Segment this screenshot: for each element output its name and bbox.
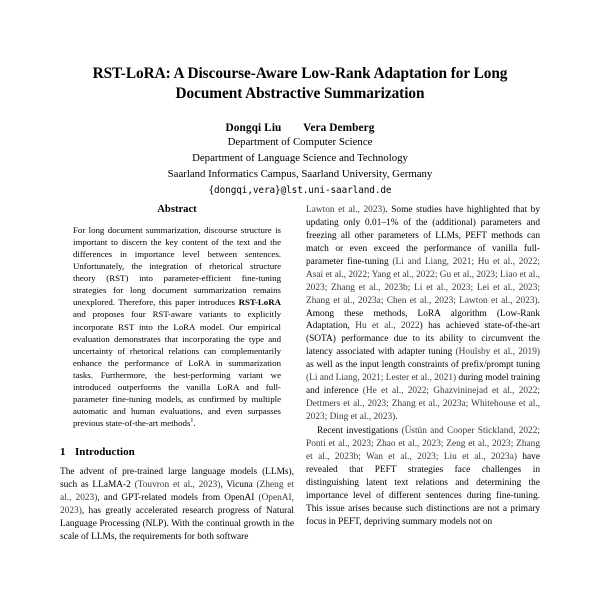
footnote-marker: 1 (190, 418, 194, 425)
two-column-body (60, 204, 540, 600)
title-block (60, 0, 540, 196)
recent-segment-1: Recent investigations (317, 425, 402, 436)
contact-email: {dongqi,vera}@lst.uni-saarland.de (208, 185, 392, 197)
affiliation-line-3: Saarland Informatics Campus, Saarland University, Germany (167, 167, 433, 180)
citation-lawton-lead[interactable]: Lawton et al., 2023) (306, 205, 386, 215)
page-title: RST-LoRA: A Discourse-Aware Low-Rank Adaptation for Long Document Abstractive Summarization (92, 65, 508, 103)
author-list (60, 122, 540, 134)
recent-segment-2: have revealed that PEFT strategies face challenges in distinguishing latent text relations and determining the importance level of different sentences during fine-tuning. This issue arises because such distinctions are not a primary focus in PEFT, depriving summary models not on (306, 451, 540, 527)
right-segment-4: as well as the input length constraints of prefix/prompt tuning (306, 360, 540, 371)
section-heading-introduction (60, 446, 294, 458)
citation-recent-group[interactable]: (Üstün and Cooper Stickland, 2022; Ponti et al., 2023; Zhao et al., 2023; Zeng et al., 2023; Zhang et al., 2023b; Wan et al., 2023; Liu et al., 2023a) (306, 425, 540, 462)
affiliation-line-1: Department of Computer Science (227, 135, 373, 148)
abstract-heading: Abstract (157, 204, 197, 215)
section-number: 1 (60, 446, 66, 459)
citation-inference-group[interactable]: (He et al., 2022; Ghazvininejad et al., 2022; Dettmers et al., 2023; Zhang et al., 2023a; Whitehouse et al., 2023; Ding et al., 2023) (306, 386, 540, 422)
citation-houlsby[interactable]: (Houlsby et al., 2019) (455, 347, 540, 358)
citation-peft-group-1[interactable]: (Li and Liang, 2021; Hu et al., 2022; Asai et al., 2022; Yang et al., 2022; Gu et al., 2023; Liao et al., 2023; Zhang et al., 2023b; Li et al., 2023; Lei et al., 2023; Zhang et al., 2023a; Chen et al., 2023; Lawton et al., 2023) (306, 256, 540, 306)
abstract-segment-1: For long document summarization, discourse structure is important to discern the key content of the text and the differences in importance level between sentences. Unfortunately, the integration of rhetorical structure theory (RST) into parameter-efficient fine-tuning strategies for long document summarization remains unexplored. Therefore, this paper introduces (73, 225, 281, 308)
right-segment-1: . Some studies have highlighted that by updating only 0.01–1% of the (additional) parameters and freezing all other parameters of LLMs, PEFT methods can match or even exceed the performance of vanilla full-parameter fine-tuning (306, 205, 540, 267)
intro-paragraph-1 (60, 466, 294, 544)
right-segment-3: ) has achieved state-of-the-art (SOTA) performance due to its ability to circumvent the latency associated with adapter tuning (306, 321, 540, 358)
section-title: Introduction (75, 446, 135, 459)
citation-openai[interactable]: (OpenAI, 2023) (60, 492, 294, 516)
abstract-segment-2: and proposes four RST-aware variants to explicitly incorporate RST into the LoRA model. Our empirical evaluation demonstrates that incorporating the type and uncertainty of rhetorical relations can complementarily enhance the performance of LoRA in summarization tasks. Furthermore, the best-performing variant we introduced outperforms the vanilla LoRA and full-parameter fine-tuning models, as confirmed by multiple automatic and human evaluations, and even surpasses previous state-of-the-art methods (73, 309, 281, 428)
abstract-segment-3: . (193, 418, 196, 428)
right-segment-6: . (395, 412, 398, 422)
intro-segment-1: The advent of pre-trained large language models (LLMs), such as LLaMA-2 (60, 467, 294, 490)
citation-prefix-tuning[interactable]: (Li and Liang, 2021; Lester et al., 2021) (306, 373, 457, 384)
right-segment-2: . Among these methods, LoRA algorithm (Low-Rank Adaptation, (306, 295, 540, 332)
intro-segment-2: , Vicuna (220, 480, 257, 490)
abstract-text (73, 224, 281, 429)
left-column (60, 204, 294, 600)
citation-hu[interactable]: Hu et al., 2022 (355, 321, 420, 332)
right-paragraph-recent (306, 425, 540, 529)
intro-segment-3: , and GPT-related models from OpenAI (97, 492, 259, 503)
right-paragraph-continued (306, 204, 540, 424)
citation-zheng[interactable]: (Zheng et al., 2023) (60, 480, 294, 503)
intro-segment-4: , has greatly accelerated research progress of Natural Language Processing (NLP). With the continual growth in the scale of LLMs, the requirements for both software (60, 505, 294, 542)
author-name-first: Dongqi Liu (225, 121, 282, 134)
right-column (306, 204, 540, 600)
author-name-second: Vera Demberg (303, 121, 375, 134)
citation-touvron[interactable]: (Touvron et al., 2023) (134, 480, 221, 490)
abstract-bold-term: RST-LoRA (238, 297, 281, 308)
affiliation-line-2: Department of Language Science and Technology (192, 151, 408, 164)
right-segment-5: during model training and inference (306, 373, 540, 397)
